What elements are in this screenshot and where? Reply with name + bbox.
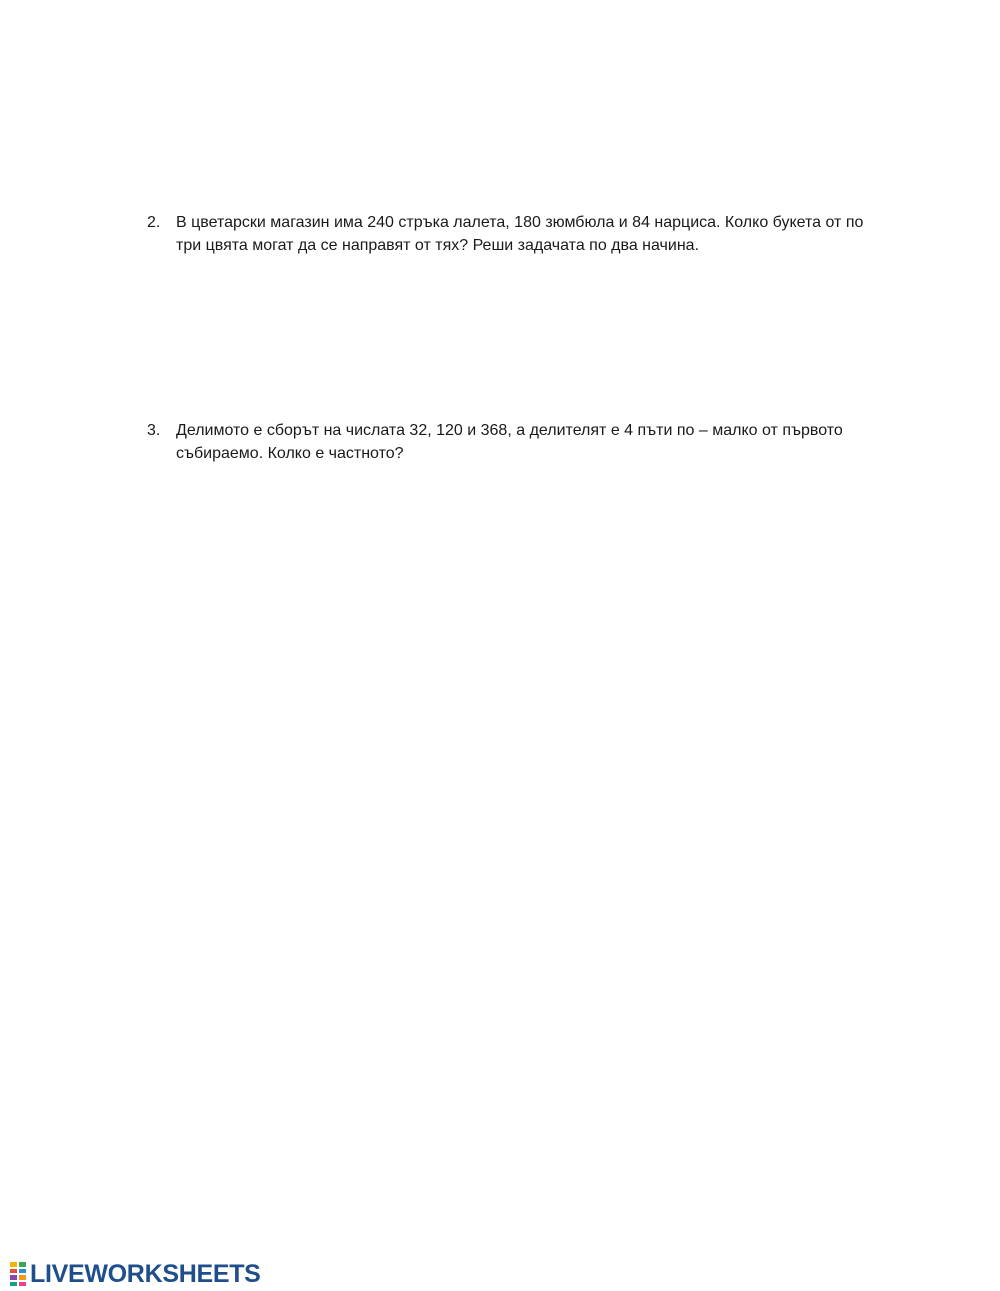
task-number: 3. (147, 422, 161, 439)
task-text: Делимото е сборът на числата 32, 120 и 368, а делителят е 4 пъти по – малко от първото събираемо. Колко е частното? (176, 422, 843, 462)
logo-mark-icon (9, 1261, 27, 1287)
task-2 (147, 211, 887, 257)
task-text: В цветарски магазин има 240 стръка лалета, 180 зюмбюла и 84 нарциса. Колко букета от по три цвята могат да се направят от тях? Реши задачата по два начина. (176, 214, 864, 254)
task-number: 2. (147, 214, 161, 231)
logo-text: LIVEWORKSHEETS (30, 1260, 261, 1288)
liveworksheets-logo (9, 1259, 261, 1289)
task-3 (147, 419, 887, 465)
